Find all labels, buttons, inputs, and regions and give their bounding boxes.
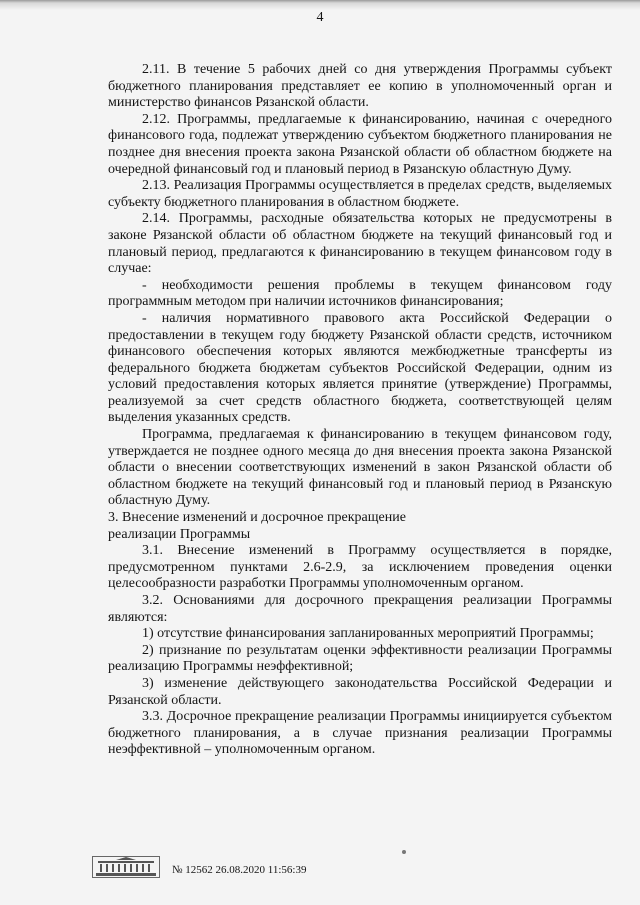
paragraph-2-13: 2.13. Реализация Программы осуществляется в пределах средств, выделяемых субъекту бюджетного планирования в областном бюджете.: [108, 178, 612, 210]
list-item-legislation-change: 3) изменение действующего законодательства Российской Федерации и Рязанской области.: [108, 675, 612, 708]
scan-edge-shadow: [0, 0, 640, 10]
list-item-no-financing: 1) отсутствие финансирования запланированных мероприятий Программы;: [142, 626, 594, 642]
paragraph-program-approval: Программа, предлагаемая к финансированию в текущем финансовом году, утверждается не позднее одного месяца до дня внесения проекта закона Рязанской области о внесении соответствующих изменений в закон Рязанской области об областном бюджете на текущий финансовый год и плановый период в Рязанскую областную Думу.: [108, 427, 612, 509]
scan-artifact-mark: [402, 850, 406, 854]
paragraph-3-3: 3.3. Досрочное прекращение реализации Программы инициируется субъектом бюджетного планирования, а в случае признания реализации Программы неэффективной – уполномоченным органом.: [108, 709, 612, 758]
footer: [92, 850, 612, 890]
building-stamp-icon: [92, 856, 160, 878]
section-title-line-1: 3. Внесение изменений и досрочное прекращение: [108, 510, 406, 526]
page-number: 4: [316, 10, 324, 25]
paragraph-2-12: 2.12. Программы, предлагаемые к финансированию, начиная с очередного финансового года, подлежат утверждению субъектом бюджетного планирования не позднее дня внесения проекта закона Рязанской области об областном бюджете на очередной финансовый год и плановый период в Рязанскую областную Думу.: [108, 111, 612, 177]
document-body: [108, 62, 612, 759]
paragraph-3-2: 3.2. Основаниями для досрочного прекращения реализации Программы являются:: [108, 593, 612, 625]
list-item-normative-act: - наличия нормативного правового акта Российской Федерации о предоставлении в текущем году бюджету Рязанской области средств, источником финансового обеспечения которых являются межбюджетные трансферты из федерального бюджета бюджетам субъектов Российской Федерации, одним из условий предоставления которых является принятие (утверждение) Программы, реализуемой за счет средств областного бюджета, соответствующей целям выделения указанных средств.: [108, 310, 612, 426]
registration-number: № 12562 26.08.2020 11:56:39: [172, 864, 307, 876]
section-title: [108, 510, 612, 543]
paragraph-2-11: 2.11. В течение 5 рабочих дней со дня утверждения Программы субъект бюджетного планирования представляет ее копию в уполномоченный орган и министерство финансов Рязанской области.: [108, 62, 612, 111]
paragraph-3-1: 3.1. Внесение изменений в Программу осуществляется в порядке, предусмотренном пунктами 2.6-2.9, за исключением проведения оценки целесообразности разработки Программы уполномоченным органом.: [108, 543, 612, 592]
list-item-necessity: - необходимости решения проблемы в текущем финансовом году программным методом при наличии источников финансирования;: [108, 277, 612, 310]
section-title-line-2: реализации Программы: [108, 526, 251, 542]
paragraph-2-14: 2.14. Программы, расходные обязательства которых не предусмотрены в законе Рязанской области об областном бюджете на текущий финансовый год и плановый период, предлагаются к финансированию в текущем финансовом году в случае:: [108, 211, 612, 277]
list-item-ineffective: 2) признание по результатам оценки эффективности реализации Программы реализацию Программы неэффективной;: [108, 642, 612, 675]
